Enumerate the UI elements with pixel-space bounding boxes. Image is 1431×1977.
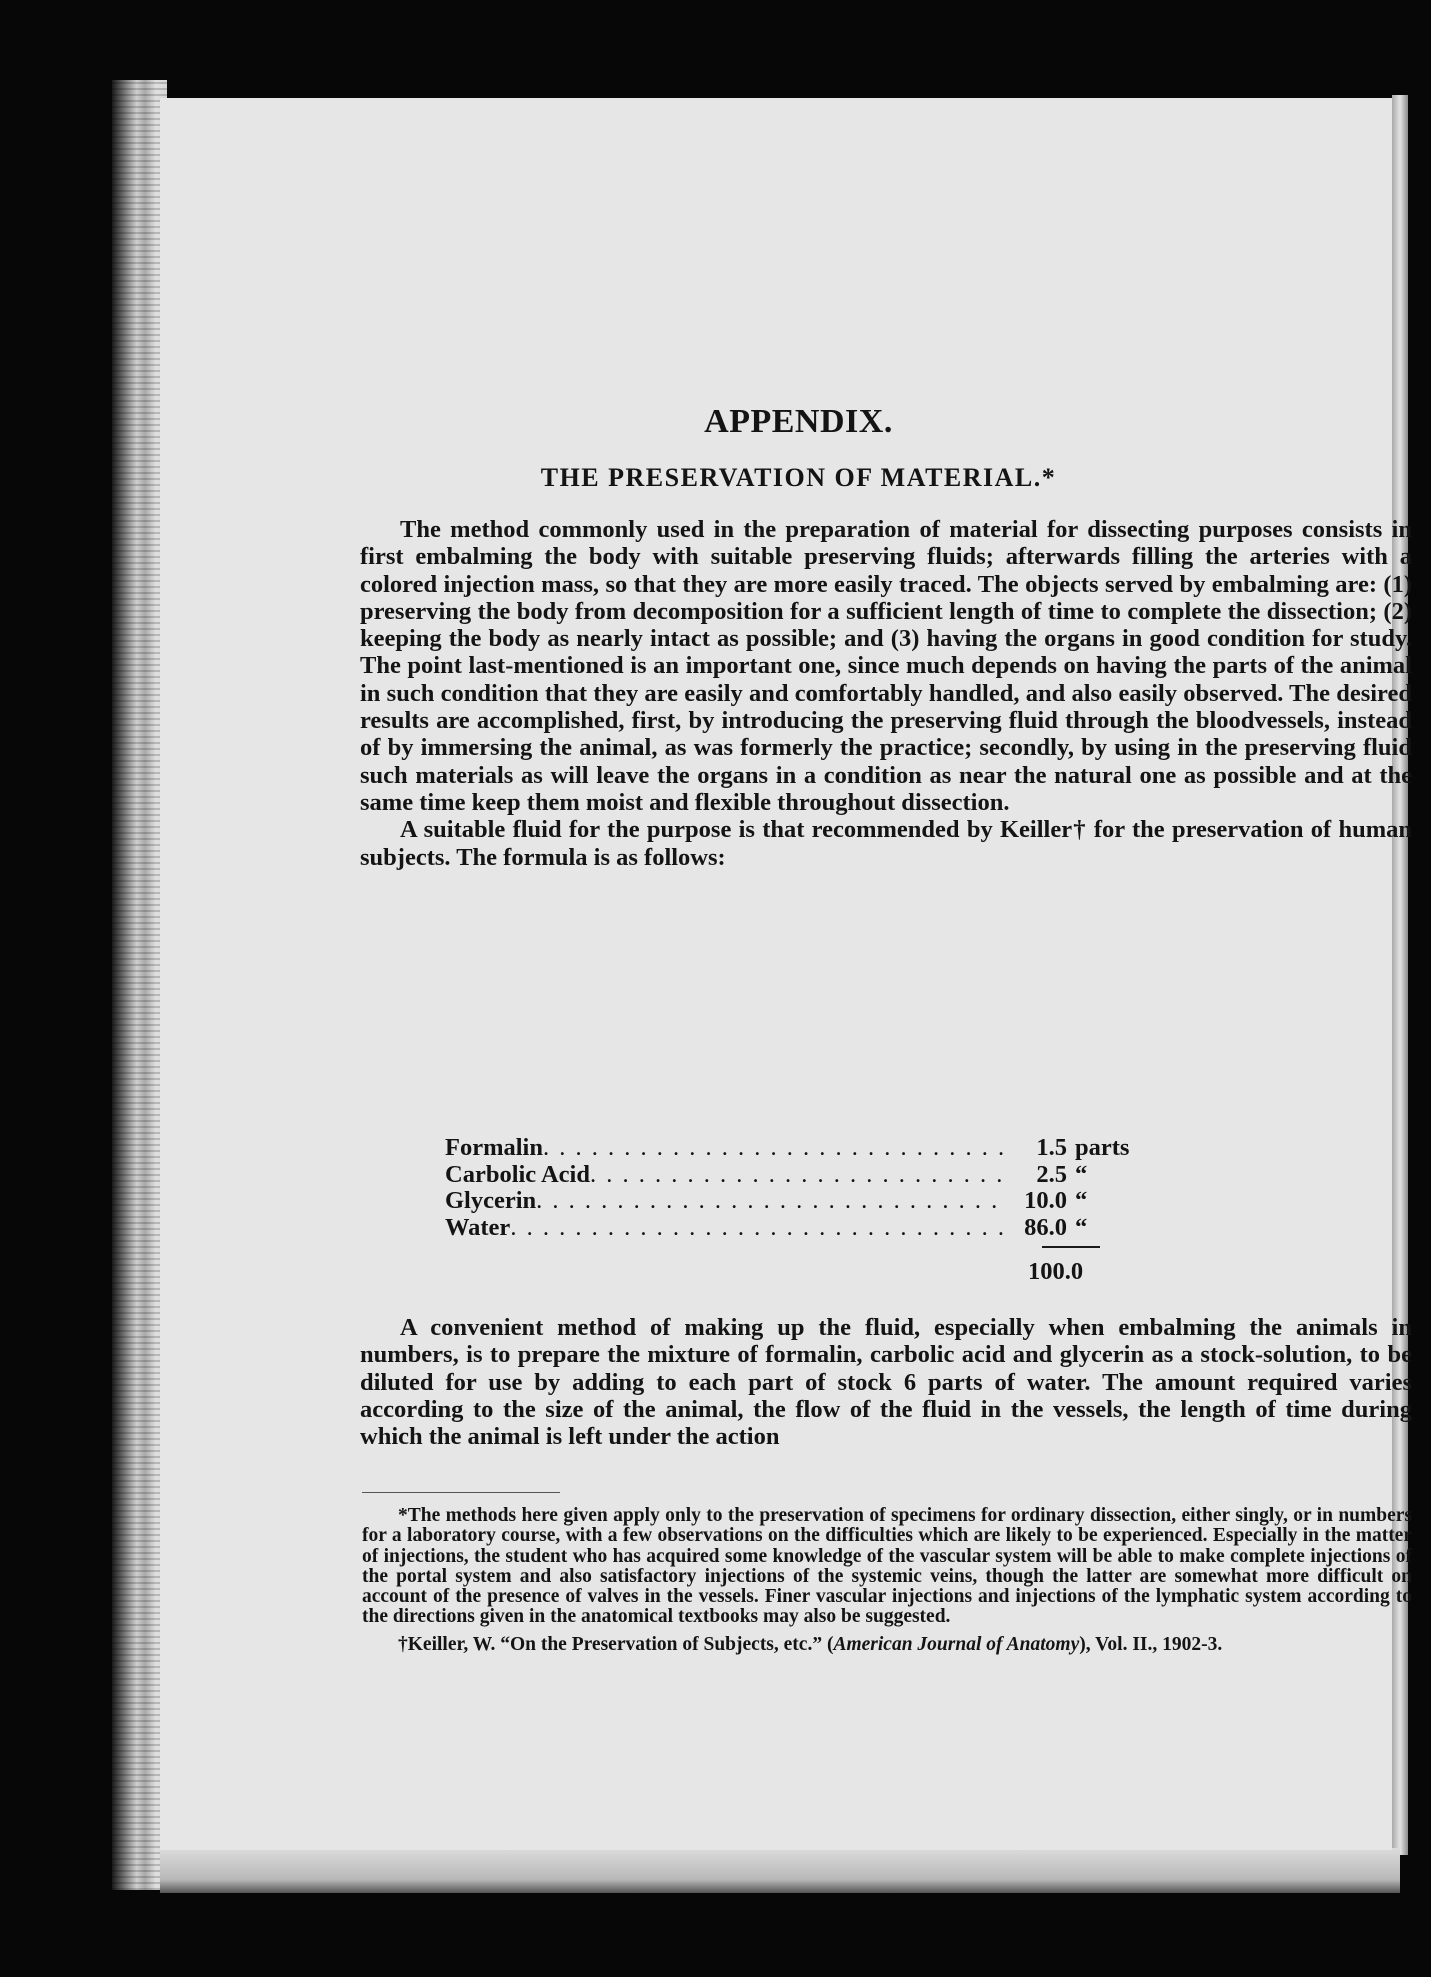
formula-amount: 2.5 xyxy=(1036,1160,1067,1188)
formula-amount: 10.0 xyxy=(1024,1187,1067,1214)
paragraph-intro: The method commonly used in the preparation of material for dissecting purposes consists in first embalming the body with suitable preserving fluids; afterwards filling the arteries with a colored injection mass, so that they are more easily traced. The objects served by embalming are: (1) preserving the body from decomposition for a sufficient length of time to complete the dissection; (2) keeping the body as nearly intact as possible; and (3) having the organs in good condition for study. The point last-mentioned is an important one, since much depends on having the parts of the animal in such condition that they are easily and comfortably handled, and also easily observed. The desired results are accomplished, first, by introducing the preserving fluid through the bloodvessels, instead of by immersing the animal, as was formerly the practice; secondly, by using in the preserving fluid such materials as will leave the organs in a condition as near the natural one as possible and at the same time keep them moist and flexible throughout dissection. xyxy=(360,516,1412,816)
body-text-lower xyxy=(360,1314,1412,1450)
leader-dots xyxy=(536,1188,1007,1215)
footnote-dagger-journal: American Journal of Anatomy xyxy=(833,1633,1080,1655)
formula-ingredient: Water xyxy=(445,1213,511,1241)
formula-table xyxy=(445,1135,1185,1241)
formula-row xyxy=(445,1135,1185,1162)
formula-amount: 86.0 xyxy=(1024,1213,1067,1241)
formula-unit: “ xyxy=(1075,1160,1088,1188)
formula-total: 100.0 xyxy=(1028,1258,1084,1285)
paragraph-fluid: A suitable fluid for the purpose is that recommended by Keiller† for the preservation of human subjects. The formula is as follows: xyxy=(360,816,1412,871)
leader-dots xyxy=(510,1215,1007,1242)
footnote-divider xyxy=(362,1492,560,1493)
formula-ingredient: Carbolic Acid xyxy=(445,1160,590,1188)
formula-ingredient: Glycerin xyxy=(445,1187,537,1214)
book-binding-left xyxy=(112,80,167,1890)
leader-dots xyxy=(543,1135,1007,1162)
leader-dots xyxy=(590,1162,1007,1189)
page-edge-bottom xyxy=(160,1848,1400,1893)
formula-ingredient: Formalin xyxy=(445,1134,543,1161)
section-title: THE PRESERVATION OF MATERIAL.* xyxy=(540,463,1057,492)
formula-row xyxy=(445,1162,1185,1189)
book-page xyxy=(160,98,1412,1850)
formula-unit: “ xyxy=(1075,1213,1088,1241)
formula-row xyxy=(445,1188,1185,1215)
footnotes xyxy=(362,1506,1412,1655)
formula-row xyxy=(445,1215,1185,1242)
formula-unit: “ xyxy=(1075,1187,1088,1214)
body-text-upper xyxy=(360,516,1412,871)
footnote-dagger xyxy=(362,1635,1412,1655)
formula-amount: 1.5 xyxy=(1036,1134,1067,1161)
footnote-star: *The methods here given apply only to the preservation of specimens for ordinary dissection, either singly, or in numbers for a laboratory course, with a few observations on the difficulties which are likely to be experienced. Especially in the matter of injections, the student who has acquired some knowledge of the vascular system will be able to make complete injections of the portal system and also satisfactory injections of the systemic veins, though the latter are somewhat more difficult on account of the presence of valves in the vessels. Finer vascular injections and injections of the lymphatic system according to the directions given in the anatomical textbooks may also be suggested. xyxy=(362,1505,1412,1628)
paragraph-method: A convenient method of making up the fluid, especially when embalming the animals in numbers, is to prepare the mixture of formalin, carbolic acid and glycerin as a stock-solution, to be diluted for use by adding to each part of stock 6 parts of water. The amount required varies according to the size of the animal, the flow of the fluid in the vessels, the length of time during which the animal is left under the action xyxy=(360,1314,1412,1451)
footnote-dagger-suffix: ), Vol. II., 1902-3. xyxy=(1079,1633,1223,1655)
sum-rule xyxy=(1042,1246,1100,1248)
appendix-heading: APPENDIX. xyxy=(704,403,893,440)
formula-unit: parts xyxy=(1075,1134,1130,1161)
footnote-dagger-prefix: †Keiller, W. “On the Preservation of Subjects, etc.” ( xyxy=(398,1633,834,1655)
